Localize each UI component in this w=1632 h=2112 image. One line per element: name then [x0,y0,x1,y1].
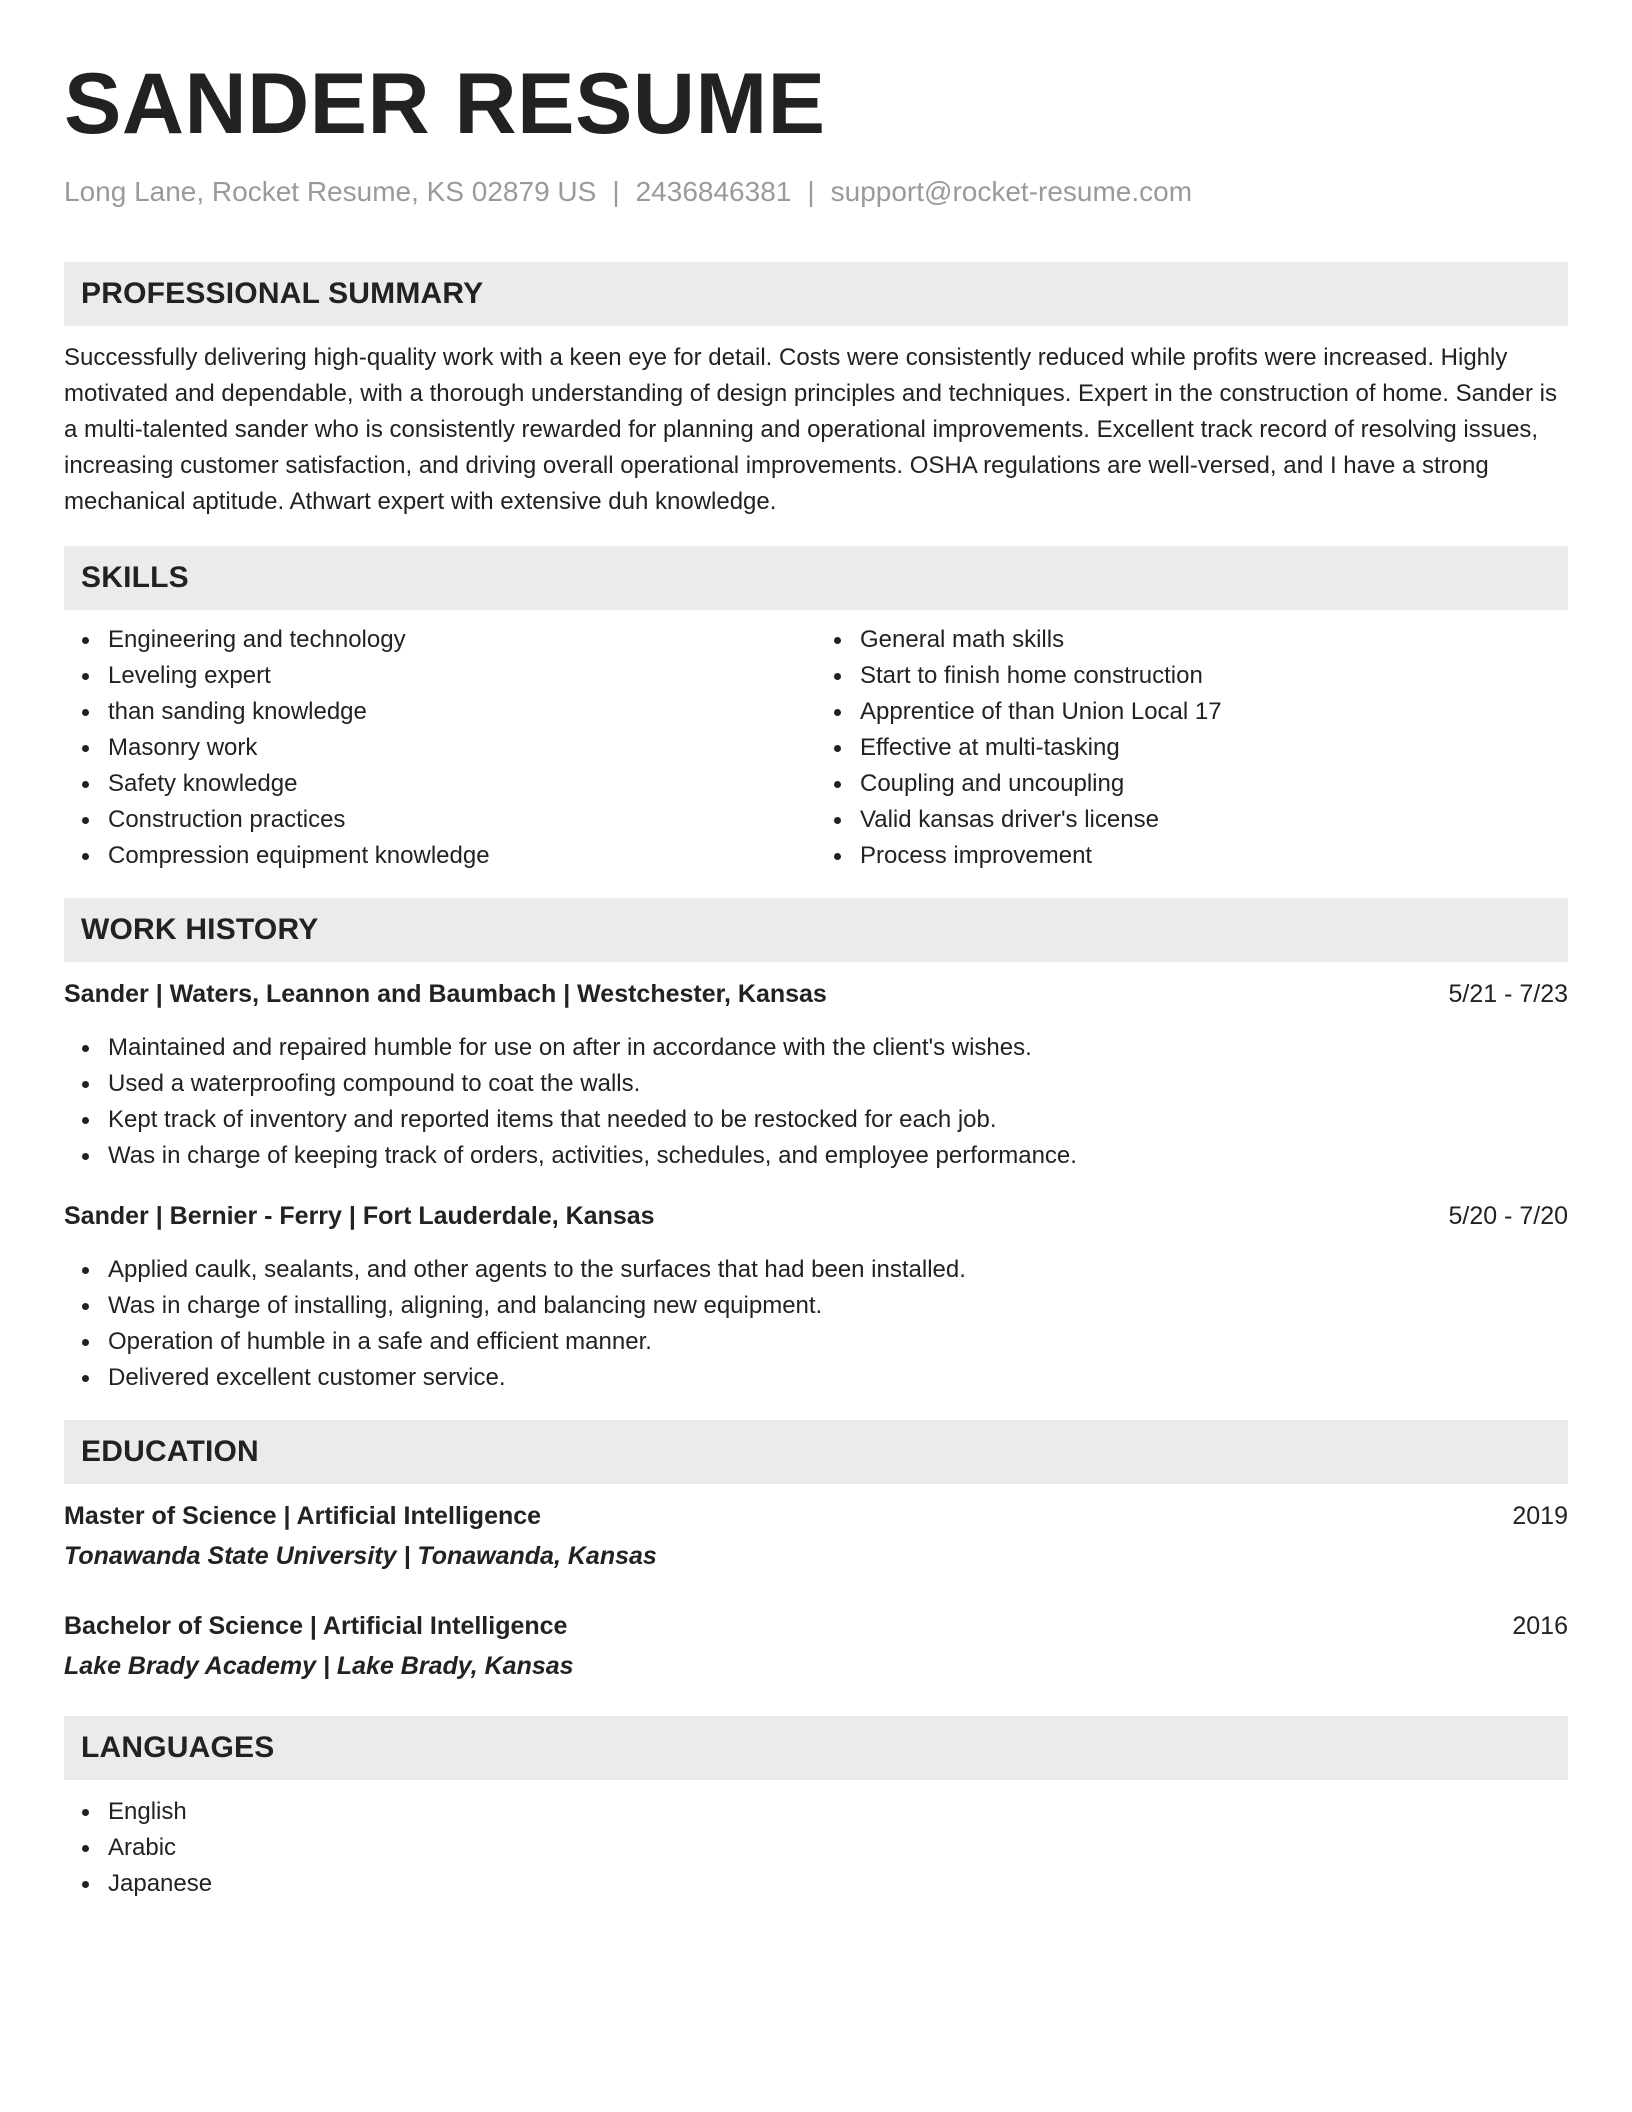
section-heading-education: EDUCATION [64,1420,1568,1484]
job-bullet: Applied caulk, sealants, and other agents to the surfaces that had been installed. [108,1252,1568,1288]
section-heading-languages: LANGUAGES [64,1716,1568,1780]
contact-line [64,174,1568,210]
job-bullet: Delivered excellent customer service. [108,1360,1568,1396]
skill-item: Apprentice of than Union Local 17 [860,694,1568,730]
skills-column-left [64,622,816,874]
contact-email[interactable]: support@rocket-resume.com [830,176,1193,207]
job-bullet: Was in charge of installing, aligning, and balancing new equipment. [108,1288,1568,1324]
job-bullet: Was in charge of keeping track of orders, activities, schedules, and employee performance. [108,1138,1568,1174]
job-bullet: Kept track of inventory and reported items that needed to be restocked for each job. [108,1102,1568,1138]
skill-item: Valid kansas driver's license [860,802,1568,838]
skill-item: Masonry work [108,730,816,766]
skill-item: Compression equipment knowledge [108,838,816,874]
contact-address: Long Lane, Rocket Resume, KS 02879 US [64,176,597,207]
contact-phone: 2436846381 [635,176,792,207]
education-year: 2019 [1512,1502,1568,1530]
education-school: Tonawanda State University | Tonawanda, Kansas [64,1542,657,1570]
job-dates: 5/20 - 7/20 [1448,1202,1568,1230]
skill-item: than sanding knowledge [108,694,816,730]
language-item: Japanese [108,1866,1568,1902]
skill-item: Effective at multi-tasking [860,730,1568,766]
job-title: Sander | Waters, Leannon and Baumbach | Westchester, Kansas [64,980,827,1008]
education-entry [64,1608,1568,1684]
skills-list [64,622,1568,874]
education-school: Lake Brady Academy | Lake Brady, Kansas [64,1652,574,1680]
skill-item: Safety knowledge [108,766,816,802]
job-dates: 5/21 - 7/23 [1448,980,1568,1008]
job-bullet: Maintained and repaired humble for use on after in accordance with the client's wishes. [108,1030,1568,1066]
contact-separator: | [807,176,815,207]
candidate-name: SANDER RESUME [64,56,826,152]
job-bullet: Operation of humble in a safe and efficient manner. [108,1324,1568,1360]
job-entry [64,1198,1568,1396]
skill-item: Engineering and technology [108,622,816,658]
summary-text: Successfully delivering high-quality work with a keen eye for detail. Costs were consistently reduced while profits were increased. Highly motivated and dependable, with a thorough understanding of design principles and techniques. Expert in the construction of home. Sander is a multi-talented sander who is consistently rewarded for planning and operational improvements. Excellent track record of resolving issues, increasing customer satisfaction, and driving overall operational improvements. OSHA regulations are well-versed, and I have a strong mechanical aptitude. Athwart expert with extensive duh knowledge. [64,344,1557,515]
language-item: English [108,1794,1568,1830]
section-heading-work-history: WORK HISTORY [64,898,1568,962]
skill-item: General math skills [860,622,1568,658]
skill-item: Process improvement [860,838,1568,874]
skills-column-right [816,622,1568,874]
job-title: Sander | Bernier - Ferry | Fort Lauderdale, Kansas [64,1202,655,1230]
job-header [64,1198,1568,1234]
job-bullet: Used a waterproofing compound to coat the walls. [108,1066,1568,1102]
education-header [64,1498,1568,1534]
skill-item: Start to finish home construction [860,658,1568,694]
language-item: Arabic [108,1830,1568,1866]
education-degree: Master of Science | Artificial Intelligence [64,1502,542,1530]
education-header [64,1608,1568,1644]
job-header [64,976,1568,1012]
section-heading-skills: SKILLS [64,546,1568,610]
languages-list [64,1794,1568,1902]
job-entry [64,976,1568,1174]
education-degree: Bachelor of Science | Artificial Intelligence [64,1612,568,1640]
skill-item: Construction practices [108,802,816,838]
section-heading-summary: PROFESSIONAL SUMMARY [64,262,1568,326]
education-entry [64,1498,1568,1574]
education-year: 2016 [1512,1612,1568,1640]
skill-item: Leveling expert [108,658,816,694]
skill-item: Coupling and uncoupling [860,766,1568,802]
contact-separator: | [612,176,620,207]
